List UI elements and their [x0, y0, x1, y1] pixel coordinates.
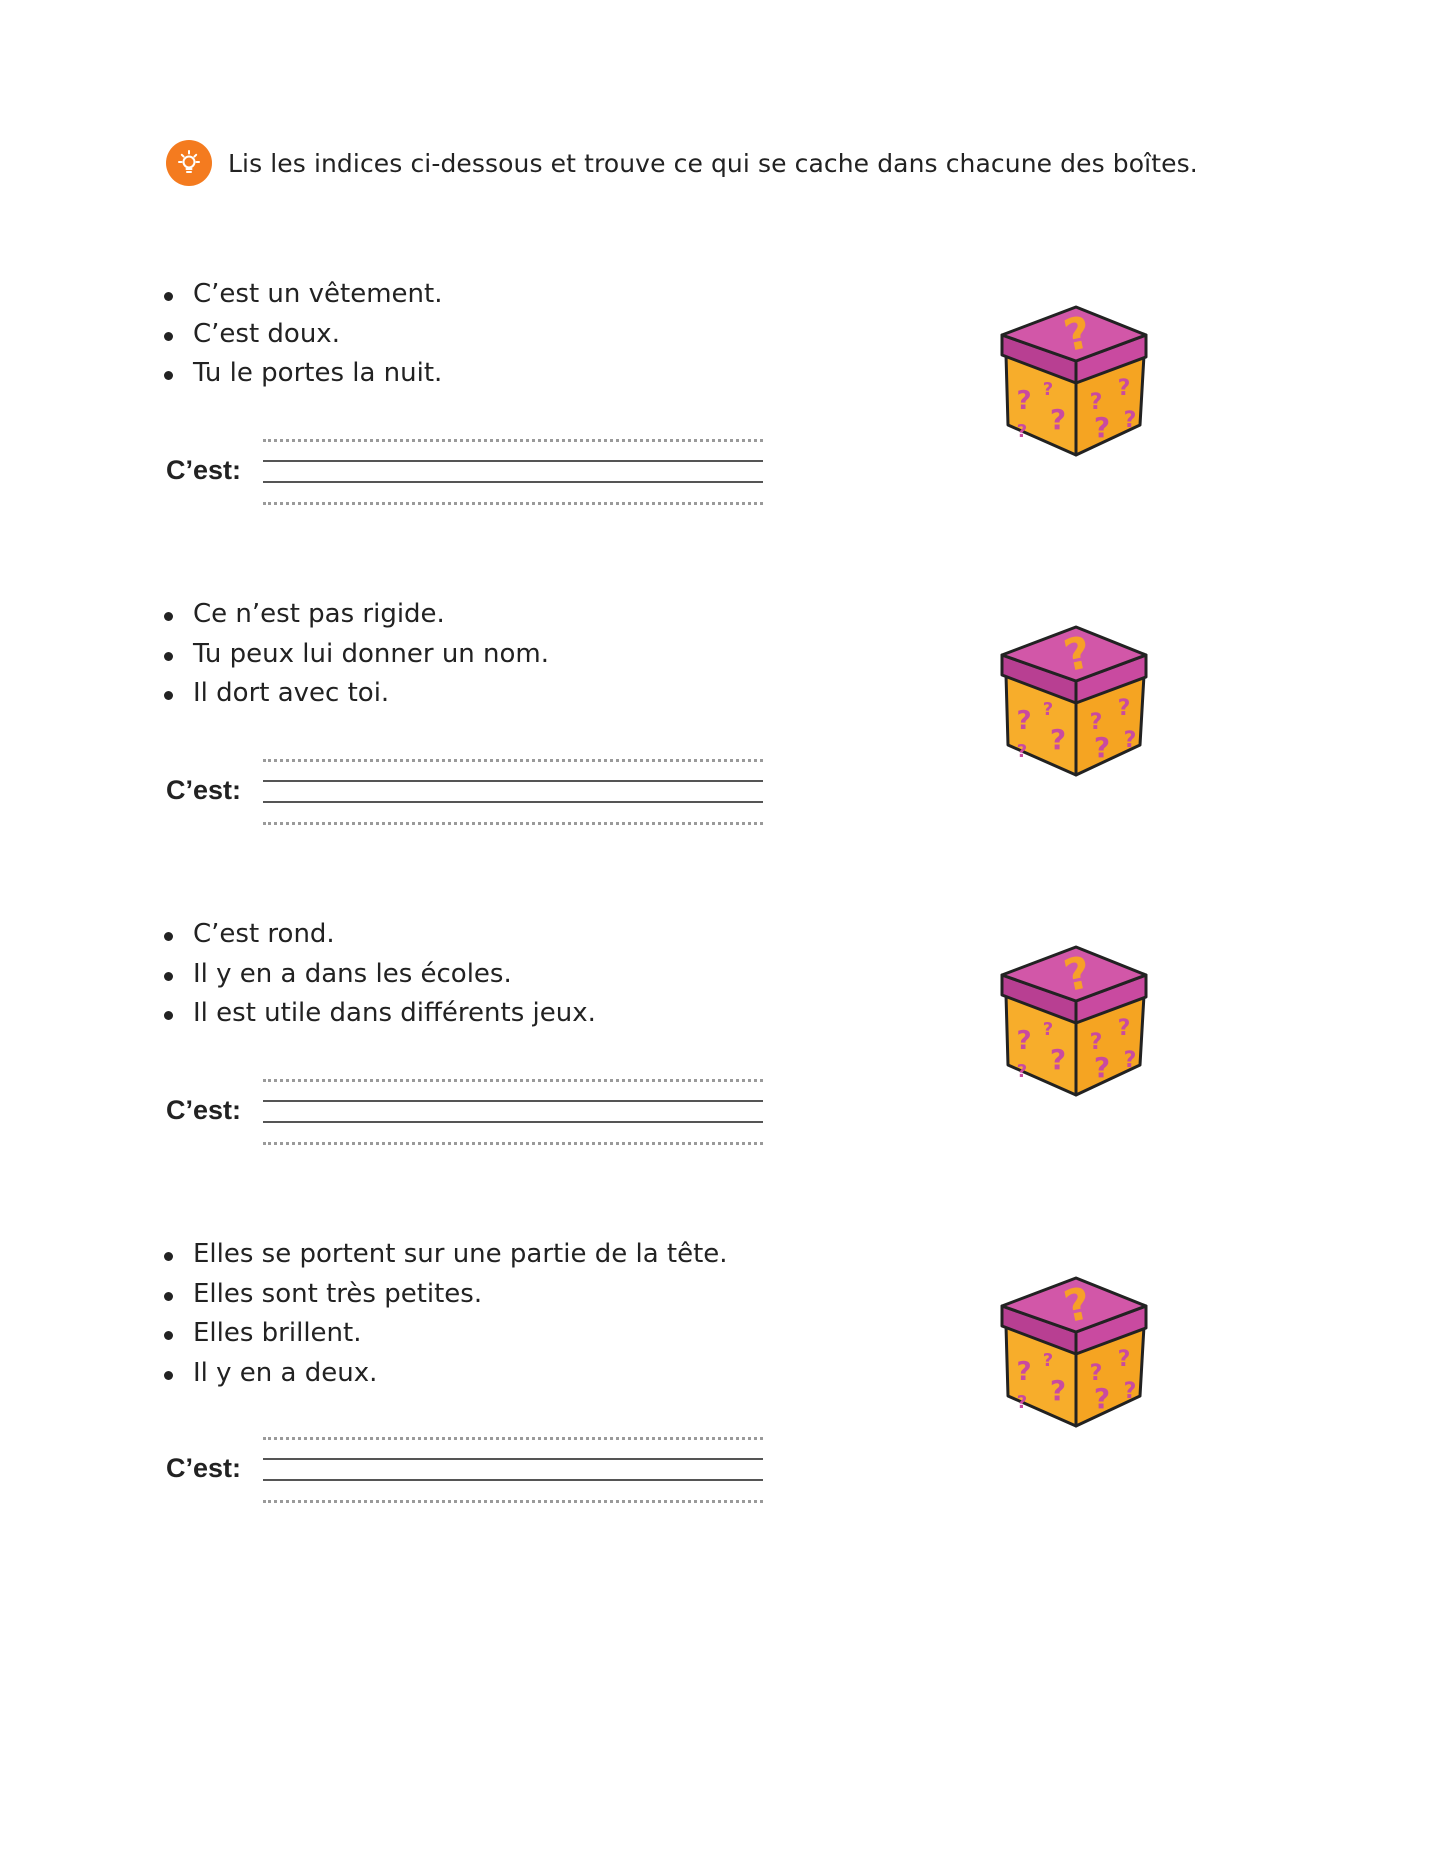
clue-list [150, 1235, 1330, 1393]
clue-list [150, 275, 1330, 394]
clue-item: Tu le portes la nuit. [150, 354, 1330, 394]
dotted-guide-line [263, 1437, 763, 1440]
riddle-block [150, 1235, 1330, 1505]
answer-writing-line[interactable] [263, 481, 763, 483]
mystery-box-icon [998, 1248, 1148, 1428]
clue-item: C’est rond. [150, 915, 1330, 955]
clue-item: Ce n’est pas rigide. [150, 595, 1330, 635]
answer-label: C’est: [166, 455, 242, 485]
answer-label: C’est: [166, 1095, 242, 1125]
riddle-block [150, 275, 1330, 505]
answer-area [166, 435, 766, 507]
answer-label: C’est: [166, 1453, 242, 1483]
dotted-guide-line [263, 759, 763, 762]
clue-item: Il y en a deux. [150, 1354, 1330, 1394]
riddle-block [150, 595, 1330, 825]
clue-list [150, 915, 1330, 1034]
answer-writing-line[interactable] [263, 780, 763, 782]
mystery-box-icon [998, 917, 1148, 1097]
answer-writing-line[interactable] [263, 1121, 763, 1123]
answer-area [166, 1075, 766, 1147]
clue-list [150, 595, 1330, 714]
clue-item: Elles brillent. [150, 1314, 1330, 1354]
instruction-text: Lis les indices ci-dessous et trouve ce qui se cache dans chacune des boîtes. [228, 148, 1198, 178]
dotted-guide-line [263, 1079, 763, 1082]
clue-item: Tu peux lui donner un nom. [150, 635, 1330, 675]
answer-writing-line[interactable] [263, 460, 763, 462]
clue-item: Elles se portent sur une partie de la tête. [150, 1235, 1330, 1275]
answer-area [166, 755, 766, 827]
clue-item: C’est doux. [150, 315, 1330, 355]
answer-area [166, 1433, 766, 1505]
instruction [166, 139, 1198, 187]
dotted-guide-line [263, 439, 763, 442]
answer-label: C’est: [166, 775, 242, 805]
mystery-box-icon [998, 277, 1148, 457]
answer-writing-line[interactable] [263, 801, 763, 803]
dotted-guide-line [263, 502, 763, 505]
answer-writing-line[interactable] [263, 1479, 763, 1481]
dotted-guide-line [263, 822, 763, 825]
riddle-block [150, 915, 1330, 1145]
dotted-guide-line [263, 1142, 763, 1145]
answer-writing-line[interactable] [263, 1458, 763, 1460]
dotted-guide-line [263, 1500, 763, 1503]
lightbulb-icon [166, 140, 212, 186]
clue-item: Elles sont très petites. [150, 1275, 1330, 1315]
clue-item: Il y en a dans les écoles. [150, 955, 1330, 995]
clue-item: C’est un vêtement. [150, 275, 1330, 315]
clue-item: Il dort avec toi. [150, 674, 1330, 714]
clue-item: Il est utile dans différents jeux. [150, 994, 1330, 1034]
answer-writing-line[interactable] [263, 1100, 763, 1102]
mystery-box-icon [998, 597, 1148, 777]
